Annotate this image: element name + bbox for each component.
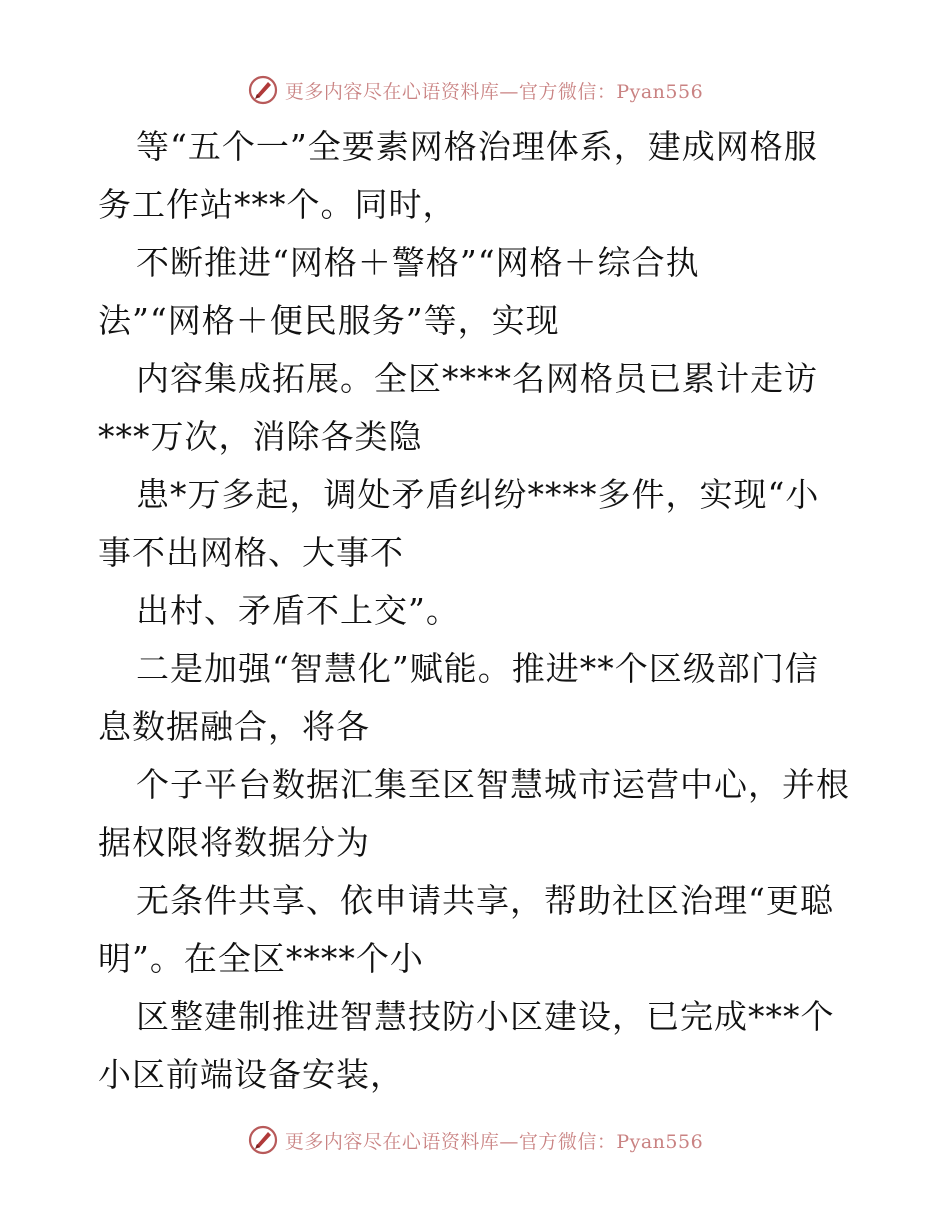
text-line: 小区前端设备安装， bbox=[98, 1055, 404, 1094]
text-line: 法”“网格＋便民服务”等，实现 bbox=[98, 301, 560, 340]
text-line: 明”。在全区****个小 bbox=[98, 939, 424, 978]
footer-watermark-text: 更多内容尽在心语资料库—官方微信：Pyan556 bbox=[284, 1130, 704, 1153]
header-watermark bbox=[0, 70, 950, 110]
text-line: 区整建制推进智慧技防小区建设，已完成***个 bbox=[136, 997, 835, 1036]
text-line: ***万次，消除各类隐 bbox=[98, 417, 423, 456]
footer-watermark bbox=[0, 1120, 950, 1160]
body-text bbox=[98, 118, 858, 1104]
text-line: 患*万多起，调处矛盾纠纷****多件，实现“小 bbox=[136, 475, 820, 514]
text-line: 内容集成拓展。全区****名网格员已累计走访 bbox=[136, 359, 818, 398]
text-line: 等“五个一”全要素网格治理体系，建成网格服 bbox=[136, 127, 818, 166]
text-line: 息数据融合，将各 bbox=[98, 707, 370, 746]
text-line: 据权限将数据分为 bbox=[98, 823, 370, 862]
header-watermark-text: 更多内容尽在心语资料库—官方微信：Pyan556 bbox=[284, 80, 704, 103]
text-line: 个子平台数据汇集至区智慧城市运营中心，并根 bbox=[136, 765, 850, 804]
text-line: 二是加强“智慧化”赋能。推进**个区级部门信 bbox=[136, 649, 819, 688]
text-line: 无条件共享、依申请共享，帮助社区治理“更聪 bbox=[136, 881, 834, 920]
text-line: 务工作站***个。同时， bbox=[98, 185, 457, 224]
text-line: 出村、矛盾不上交”。 bbox=[136, 591, 460, 630]
quill-pen-seal-icon bbox=[247, 1124, 279, 1156]
quill-pen-seal-icon bbox=[247, 74, 279, 106]
text-line: 不断推进“网格＋警格”“网格＋综合执 bbox=[136, 243, 700, 282]
text-line: 事不出网格、大事不 bbox=[98, 533, 404, 572]
